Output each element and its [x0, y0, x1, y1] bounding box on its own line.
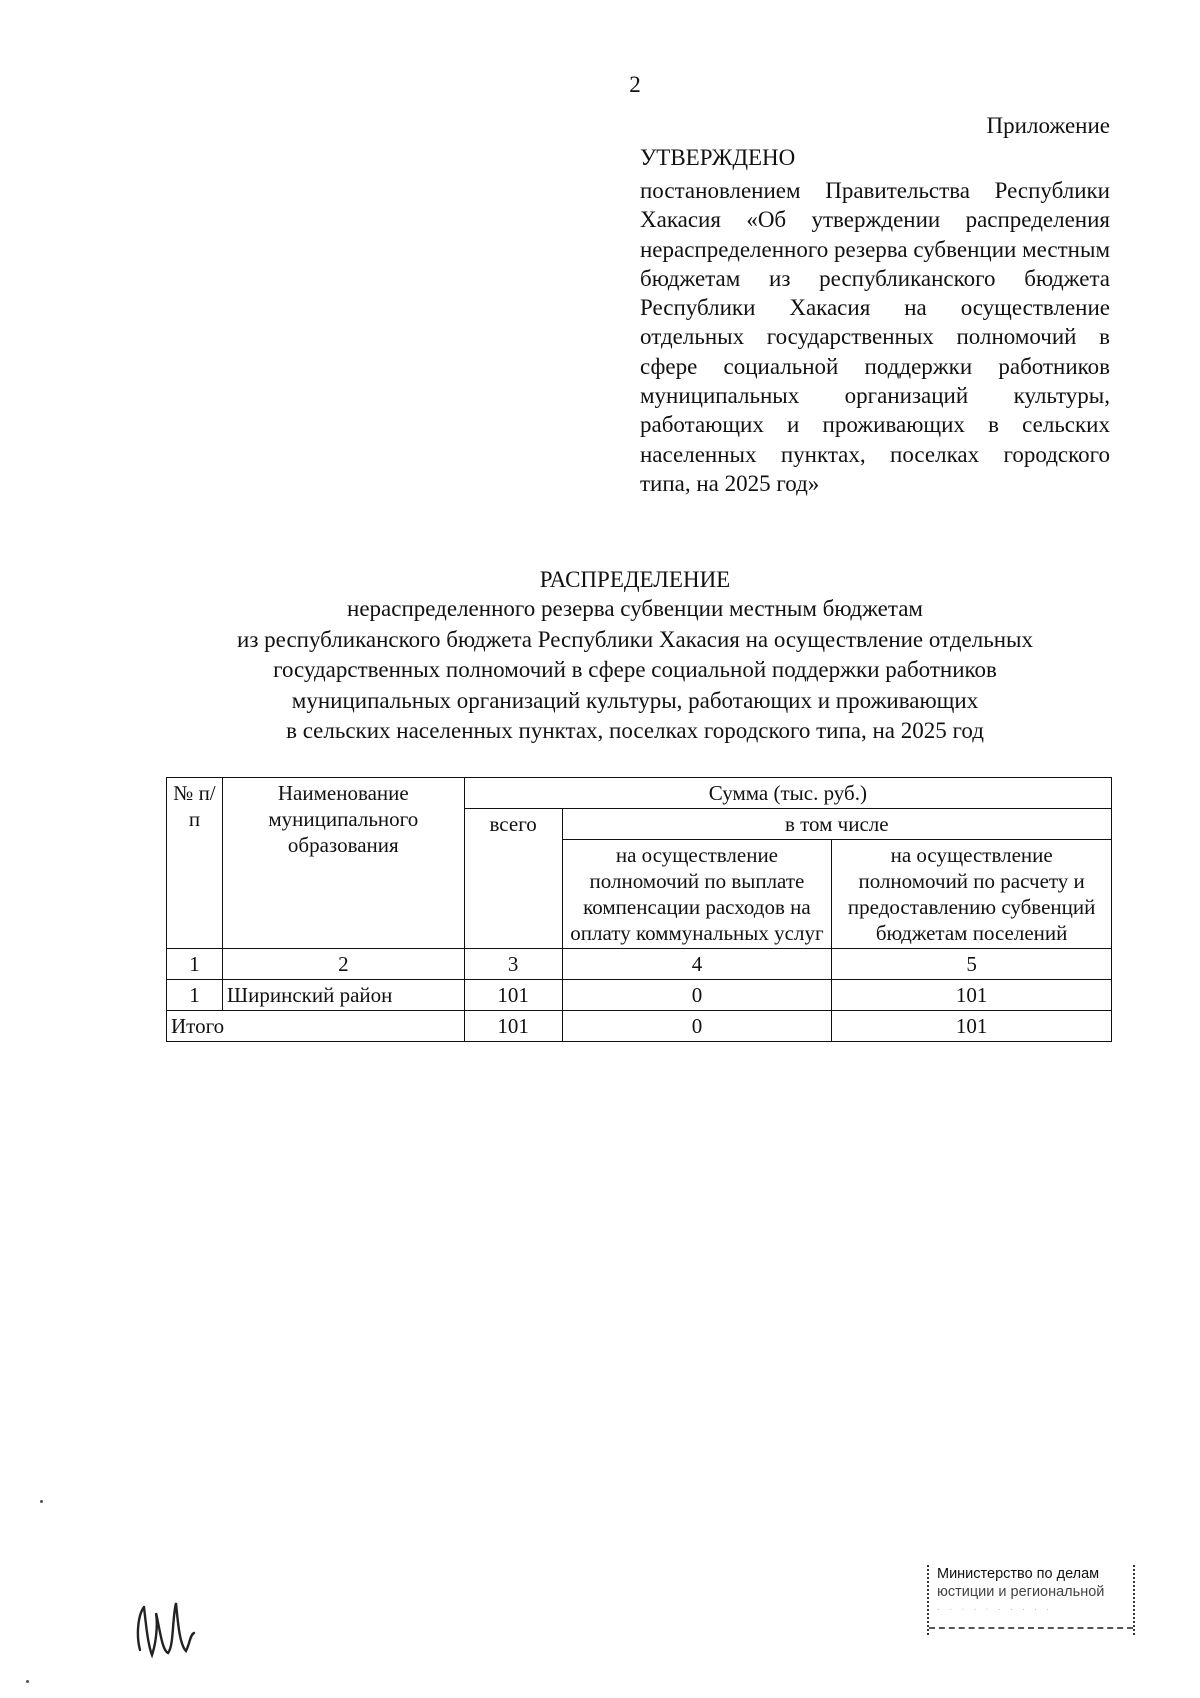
column-number: 1 [167, 949, 223, 980]
subheading-line: в сельских населенных пунктах, поселках городского типа, на 2025 год [286, 718, 984, 743]
stamp-line: Министерство по делам [937, 1566, 1100, 1582]
header-col5: на осуществление полномочий по расчету и предоставлению субвенций бюджетам поселений [832, 840, 1112, 949]
header-num: № п/п [167, 778, 223, 949]
header-total: всего [464, 809, 562, 949]
appendix-label: Приложение [986, 113, 1110, 138]
totals-label: Итого [167, 1011, 465, 1042]
stamp-divider [929, 1627, 1133, 1629]
column-number: 4 [562, 949, 832, 980]
document-subheading [150, 594, 1120, 747]
column-number: 5 [832, 949, 1112, 980]
row-col4: 0 [562, 980, 832, 1011]
document-heading: РАСПРЕДЕЛЕНИЕ [539, 567, 731, 592]
distribution-table [166, 777, 1112, 1042]
subheading-line: нераспределенного резерва субвенции местным бюджетам [347, 596, 923, 621]
stamp-line: юстиции и региональной [937, 1584, 1105, 1600]
row-name: Ширинский район [222, 980, 464, 1011]
table-row [167, 980, 1112, 1011]
row-total: 101 [464, 980, 562, 1011]
table-header-row [167, 778, 1112, 809]
totals-total: 101 [464, 1011, 562, 1042]
totals-col4: 0 [562, 1011, 832, 1042]
approved-title: УТВЕРЖДЕНО [640, 145, 796, 170]
subheading-line: из республиканского бюджета Республики Хакасия на осуществление отдельных [237, 626, 1033, 652]
column-number: 3 [464, 949, 562, 980]
header-including: в том числе [562, 809, 1111, 840]
row-num: 1 [167, 980, 223, 1011]
totals-col5: 101 [832, 1011, 1112, 1042]
subheading-line: государственных полномочий в сфере социальной поддержки работников [273, 657, 997, 682]
header-sum: Сумма (тыс. руб.) [464, 778, 1111, 809]
scan-speck [26, 1680, 29, 1683]
scan-speck [40, 1500, 43, 1503]
approval-reference: постановлением Правительства Республики Хакасия «Об утверждении распределения нераспределенного резерва субвенции местным бюджетам из республиканского бюджета Республики Хакасия на осуществление отдельных государственных полномочий в сфере социальной поддержки работников муниципальных организаций культуры, работающих и проживающих в сельских населенных пунктах, поселках городского типа, на 2025 год» [640, 178, 1110, 496]
header-col4: на осуществление полномочий по выплате компенсации расходов на оплату коммунальных услуг [562, 840, 832, 949]
subheading-line: муниципальных организаций культуры, работающих и проживающих [291, 687, 979, 713]
page-number: 2 [629, 72, 641, 97]
registration-stamp [927, 1565, 1135, 1635]
handwritten-signature [130, 1595, 210, 1665]
row-col5: 101 [832, 980, 1112, 1011]
header-name: Наименование муниципального образования [222, 778, 464, 949]
totals-row [167, 1011, 1112, 1042]
column-number: 2 [222, 949, 464, 980]
column-number-row [167, 949, 1112, 980]
stamp-faint-text: · · · · · · · · · · [937, 1604, 1053, 1615]
